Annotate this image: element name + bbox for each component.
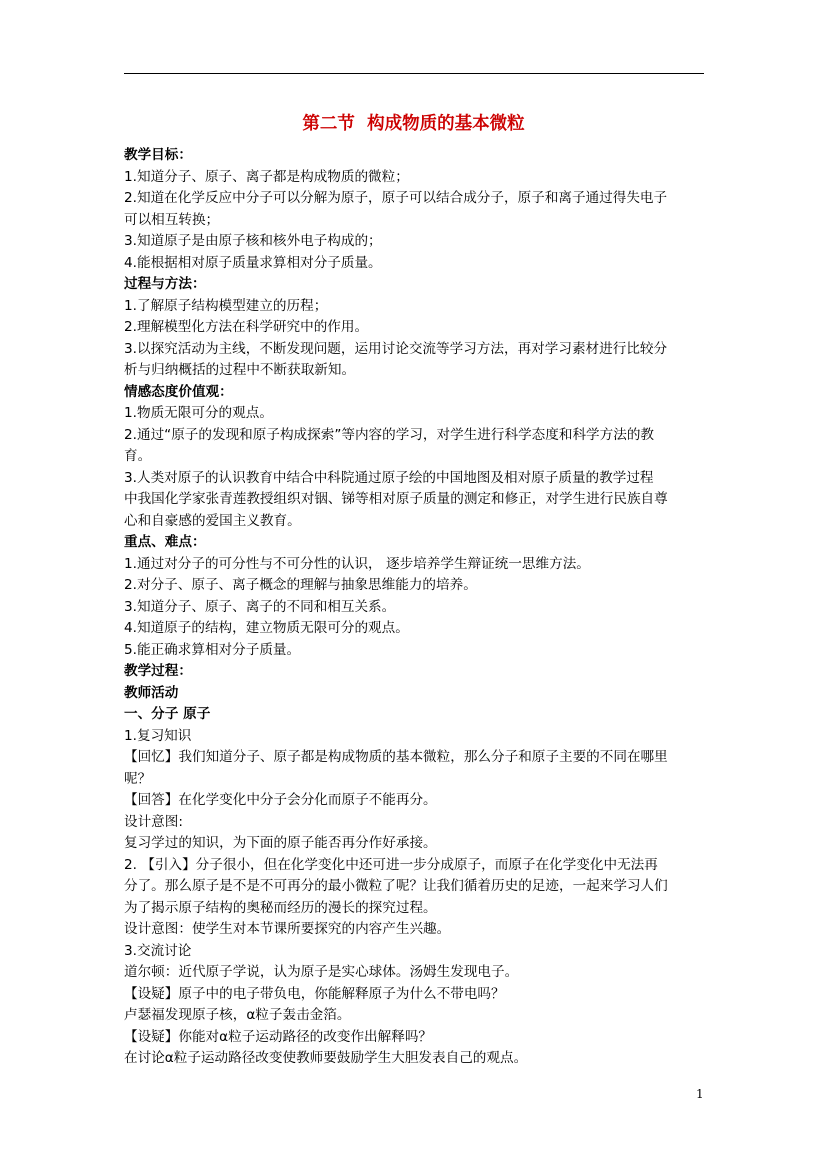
text-line: 道尔顿：近代原子学说，认为原子是实心球体。汤姆生发现电子。 [124,964,519,980]
section-heading: 情感态度价值观： [124,383,233,400]
text-line: 3.交流讨论 [124,942,192,959]
text-line: 呢？ [124,770,152,787]
text-line: 1.了解原子结构模型建立的历程； [124,297,328,314]
text-line: 设计意图: [124,813,183,830]
section-heading: 过程与方法： [124,276,206,292]
page-number: 1 [696,1087,704,1101]
text-line: 1.复习知识 [124,727,192,744]
text-line: 【回忆】我们知道分子、原子都是构成物质的基本微粒，那么分子和原子主要的不同在哪里 [124,749,668,765]
text-line: 4.能根据相对原子质量求算相对分子质量。 [124,254,382,271]
section-heading: 重点、难点： [124,534,206,550]
text-line: 分了。那么原子是不是不可再分的最小微粒了呢？让我们循着历史的足迹，一起来学习人们 [124,878,668,894]
text-line: 2.通过“原子的发现和原子构成探索”等内容的学习，对学生进行科学态度和科学方法的教 [124,426,655,443]
section-heading: 一、分子 原子 [124,706,211,722]
text-line: 1.通过对分子的可分性与不可分性的认识， 逐步培养学生辩证统一思维方法。 [124,555,590,572]
header-rule [124,73,704,74]
text-line: 2.知道在化学反应中分子可以分解为原子，原子可以结合成分子，原子和离子通过得失电子 [124,190,668,206]
text-line: 2.理解模型化方法在科学研究中的作用。 [124,319,369,335]
document-body [124,145,706,1070]
text-line: 中我国化学家张青莲教授组织对铟、锑等相对原子质量的测定和修正，对学生进行民族自尊 [124,491,668,507]
text-line: 3.以探究活动为主线，不断发现问题，运用讨论交流等学习方法，再对学习素材进行比较分 [124,340,668,357]
text-line: 心和自豪感的爱国主义教育。 [124,512,301,529]
page-title: 第二节 构成物质的基本微粒 [302,114,525,134]
text-line: 卢瑟福发现原子核，α粒子轰击金箔。 [124,1007,351,1023]
text-line: 1.物质无限可分的观点。 [124,405,273,421]
text-line: 在讨论α粒子运动路径改变使教师要鼓励学生大胆发表自己的观点。 [124,1050,528,1066]
text-line: 育。 [124,448,152,464]
text-line: 【回答】在化学变化中分子会分化而原子不能再分。 [124,792,437,808]
section-heading: 教学目标： [124,147,192,163]
text-line: 4.知道原子的结构，建立物质无限可分的观点。 [124,620,409,636]
text-line: 可以相互转换； [124,211,220,228]
text-line: 为了揭示原子结构的奥秘而经历的漫长的探究过程。 [124,899,437,916]
text-line: 5.能正确求算相对分子质量。 [124,641,301,658]
text-line: 1.知道分子、原子、离子都是构成物质的微粒； [124,168,409,185]
text-line: 2.对分子、原子、离子概念的理解与抽象思维能力的培养。 [124,577,477,593]
text-line: 3.人类对原子的认识教育中结合中科院通过原子绘的中国地图及相对原子质量的教学过程 [124,469,654,486]
text-line: 3.知道分子、原子、离子的不同和相互关系。 [124,598,396,615]
section-heading: 教师活动 [124,684,179,701]
text-line: 设计意图：使学生对本节课所要探究的内容产生兴趣。 [124,921,451,937]
text-line: 3.知道原子是由原子核和核外电子构成的； [124,233,382,249]
text-line: 【设疑】原子中的电子带负电，你能解释原子为什么不带电吗？ [124,985,505,1002]
text-line: 复习学过的知识，为下面的原子能否再分作好承接。 [124,835,437,851]
section-heading: 教学过程： [124,663,192,679]
text-line: 2. 【引入】分子很小，但在化学变化中还可进一步分成原子，而原子在化学变化中无法再 [124,856,658,873]
text-line: 析与归纳概括的过程中不断获取新知。 [124,362,356,378]
text-line: 【设疑】你能对α粒子运动路径的改变作出解释吗？ [124,1028,433,1045]
